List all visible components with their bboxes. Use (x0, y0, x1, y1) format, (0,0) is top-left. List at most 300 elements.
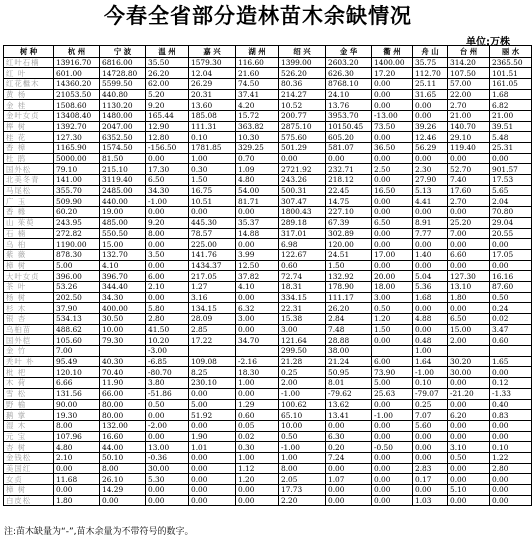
species-cell: 香 橼 (4, 207, 54, 218)
value-cell: 526.20 (279, 68, 326, 79)
value-cell: 13916.70 (54, 57, 100, 68)
value-cell: 550.50 (100, 228, 146, 239)
value-cell: 26.29 (189, 78, 236, 89)
value-cell: 121.64 (279, 335, 326, 346)
species-cell: 国外松 (4, 164, 54, 175)
value-cell: 6.98 (279, 239, 326, 250)
value-cell: 26.20 (326, 303, 372, 314)
value-cell: -3.00 (146, 346, 189, 357)
value-cell: 0.02 (236, 431, 279, 442)
table-row (4, 463, 532, 474)
value-cell: 127.30 (54, 132, 100, 143)
value-cell: 5.00 (189, 399, 236, 410)
value-cell: 1.01 (189, 442, 236, 453)
value-cell: 87.60 (490, 281, 532, 292)
value-cell: 35.75 (413, 57, 448, 68)
value-cell: 6352.50 (100, 132, 146, 143)
value-cell: 878.30 (54, 249, 100, 260)
table-row (4, 110, 532, 121)
value-cell: 272.82 (54, 228, 100, 239)
value-cell: 230.10 (189, 378, 236, 389)
value-cell: 7.00 (54, 346, 100, 357)
value-cell: 0.20 (326, 442, 372, 453)
value-cell: 50.95 (326, 367, 372, 378)
value-cell: 485.00 (100, 217, 146, 228)
species-cell: 美国红 (4, 463, 54, 474)
value-cell: 2.84 (326, 314, 372, 325)
value-cell: 16.75 (189, 185, 236, 196)
value-cell: 317.01 (279, 228, 326, 239)
table-row (4, 68, 532, 79)
value-cell: 302.89 (326, 228, 372, 239)
value-cell: 60.20 (54, 207, 100, 218)
value-cell: 289.18 (279, 217, 326, 228)
value-cell: 0.25 (279, 367, 326, 378)
value-cell: 122.67 (279, 249, 326, 260)
value-cell: 509.90 (54, 196, 100, 207)
value-cell: 10.30 (236, 132, 279, 143)
column-header: 绍 兴 (279, 46, 326, 58)
value-cell: -51.86 (146, 388, 189, 399)
table-row (4, 57, 532, 68)
value-cell: 20.00 (372, 271, 413, 282)
value-cell: 396.70 (100, 271, 146, 282)
value-cell: 215.10 (100, 164, 146, 175)
value-cell: 5.65 (490, 185, 532, 196)
species-cell: 杨 树 (4, 292, 54, 303)
value-cell: 52.70 (448, 164, 490, 175)
value-cell: 0.00 (413, 442, 448, 453)
value-cell: 1.00 (413, 346, 448, 357)
value-cell: 0.24 (490, 303, 532, 314)
table-row (4, 474, 532, 485)
value-cell: 15.38 (279, 314, 326, 325)
value-cell: 17.60 (448, 185, 490, 196)
value-cell: 1.00 (279, 452, 326, 463)
species-cell: 湿 木 (4, 420, 54, 431)
value-cell: 0.00 (448, 153, 490, 164)
value-cell: 73.50 (372, 121, 413, 132)
value-cell: 5.00 (54, 260, 100, 271)
value-cell: 16.16 (490, 271, 532, 282)
value-cell: 12.04 (189, 68, 236, 79)
table-row (4, 249, 532, 260)
species-cell: 白皮松 (4, 495, 54, 506)
value-cell: 334.15 (279, 292, 326, 303)
value-cell: 0.00 (146, 239, 189, 250)
value-cell: 5.10 (448, 485, 490, 496)
value-cell: 0.00 (146, 207, 189, 218)
value-cell: 0.00 (490, 260, 532, 271)
value-cell: 107.50 (448, 68, 490, 79)
value-cell: 44.00 (100, 442, 146, 453)
value-cell: 17.30 (146, 164, 189, 175)
value-cell: 4.20 (236, 100, 279, 111)
value-cell: 4.10 (236, 281, 279, 292)
species-cell: 香 樟 (4, 143, 54, 154)
value-cell: 161.05 (490, 78, 532, 89)
value-cell: 1.65 (490, 356, 532, 367)
value-cell: 0.00 (372, 207, 413, 218)
value-cell: 0.00 (189, 474, 236, 485)
value-cell: -1.00 (279, 442, 326, 453)
value-cell: 329.25 (236, 143, 279, 154)
value-cell: 1.00 (236, 378, 279, 389)
value-cell: 15.00 (448, 324, 490, 335)
value-cell: 0.00 (236, 495, 279, 506)
value-cell: 0.00 (413, 110, 448, 121)
value-cell: 1.50 (326, 260, 372, 271)
value-cell: 299.50 (279, 346, 326, 357)
value-cell: 0.00 (189, 452, 236, 463)
species-cell: 红叶石楠 (4, 57, 54, 68)
value-cell: 35.37 (236, 217, 279, 228)
value-cell: -79.62 (326, 388, 372, 399)
value-cell: 1508.60 (54, 100, 100, 111)
value-cell: 0.00 (448, 303, 490, 314)
value-cell: 0.60 (279, 260, 326, 271)
value-cell: 1.40 (413, 249, 448, 260)
value-cell: 19.30 (54, 410, 100, 421)
value-cell: 116.60 (236, 57, 279, 68)
table-row (4, 346, 532, 357)
value-cell: 7.77 (413, 228, 448, 239)
column-header: 湖 州 (236, 46, 279, 58)
value-cell: 3.00 (236, 314, 279, 325)
value-cell: 0.00 (372, 463, 413, 474)
value-cell: 0.00 (448, 431, 490, 442)
value-cell: 5.00 (372, 378, 413, 389)
value-cell: 8768.10 (326, 78, 372, 89)
value-cell: 74.50 (236, 78, 279, 89)
table-row (4, 260, 532, 271)
value-cell: 0.00 (146, 431, 189, 442)
species-cell: 山 茱萸 (4, 217, 54, 228)
value-cell: 17.22 (189, 335, 236, 346)
column-header: 台 州 (448, 46, 490, 58)
value-cell: 10150.45 (326, 121, 372, 132)
value-cell: 79.30 (100, 335, 146, 346)
value-cell: 0.00 (372, 196, 413, 207)
value-cell: 12.46 (413, 132, 448, 143)
species-cell: 银 杏 (4, 314, 54, 325)
value-cell: 14728.80 (100, 68, 146, 79)
value-cell: -21.20 (448, 388, 490, 399)
value-cell: 132.92 (326, 271, 372, 282)
species-cell: 乌 桕 (4, 239, 54, 250)
value-cell: 1.64 (413, 356, 448, 367)
value-cell: 0.00 (189, 420, 236, 431)
species-cell: 野 榆 (4, 399, 54, 410)
value-cell: 21.60 (236, 68, 279, 79)
value-cell: 21.00 (490, 110, 532, 121)
value-cell: -0.50 (372, 442, 413, 453)
value-cell: 0.50 (146, 399, 189, 410)
value-cell: 2.80 (490, 463, 532, 474)
species-cell: 石 楠 (4, 228, 54, 239)
value-cell: 0.40 (490, 399, 532, 410)
value-cell: 0.00 (189, 388, 236, 399)
value-cell: 81.50 (100, 153, 146, 164)
value-cell: 27.90 (413, 175, 448, 186)
value-cell: 50.10 (100, 452, 146, 463)
value-cell: 4.80 (54, 442, 100, 453)
value-cell: 0.00 (146, 495, 189, 506)
value-cell: 18.31 (279, 281, 326, 292)
value-cell: 13.60 (189, 100, 236, 111)
value-cell: 227.10 (326, 207, 372, 218)
species-cell: 秃叶 朴 (4, 356, 54, 367)
value-cell: 13.62 (326, 399, 372, 410)
value-cell: 0.83 (490, 410, 532, 421)
value-cell: 39.51 (490, 121, 532, 132)
value-cell: 62.00 (146, 78, 189, 89)
table-row (4, 217, 532, 228)
value-cell: 3.99 (236, 249, 279, 260)
value-cell: -6.85 (146, 356, 189, 367)
value-cell: 1.00 (236, 452, 279, 463)
value-cell: 0.00 (236, 485, 279, 496)
value-cell: 0.00 (189, 463, 236, 474)
value-cell: 5000.00 (54, 153, 100, 164)
value-cell: 18.30 (236, 367, 279, 378)
value-cell: 18.00 (372, 281, 413, 292)
value-cell: 72.74 (279, 271, 326, 282)
value-cell: 5.20 (146, 89, 189, 100)
value-cell: 0.00 (372, 260, 413, 271)
value-cell: 6.00 (372, 356, 413, 367)
table-row (4, 452, 532, 463)
value-cell: 0.00 (189, 207, 236, 218)
value-cell: 344.40 (100, 281, 146, 292)
value-cell: 214.27 (279, 89, 326, 100)
value-cell: 37.41 (236, 89, 279, 100)
value-cell: 16.60 (100, 431, 146, 442)
value-cell: 0.00 (326, 463, 372, 474)
value-cell: 1.90 (189, 431, 236, 442)
value-cell: 111.17 (326, 292, 372, 303)
value-cell: -79.07 (413, 388, 448, 399)
page-title: 今春全省部分造林苗木余缺情况 (104, 4, 412, 28)
column-header: 衢 州 (372, 46, 413, 58)
value-cell: 0.00 (372, 239, 413, 250)
value-cell: 19.00 (100, 207, 146, 218)
table-row (4, 399, 532, 410)
column-header: 温 州 (146, 46, 189, 58)
value-cell: 22.00 (448, 89, 490, 100)
value-cell: 0.00 (54, 463, 100, 474)
value-cell: 5599.50 (100, 78, 146, 89)
value-cell: 16.50 (372, 185, 413, 196)
value-cell: 11.90 (100, 378, 146, 389)
value-cell: 0.00 (146, 153, 189, 164)
value-cell: 5.36 (413, 281, 448, 292)
value-cell: 34.30 (100, 292, 146, 303)
value-cell: 37.82 (236, 271, 279, 282)
value-cell: 0.50 (372, 303, 413, 314)
value-cell: 0.00 (448, 399, 490, 410)
value-cell: 440.80 (100, 89, 146, 100)
table-row (4, 420, 532, 431)
value-cell: 0.00 (413, 324, 448, 335)
species-cell: 金 竹 (4, 346, 54, 357)
value-cell: -2.00 (146, 420, 189, 431)
value-cell: 6.82 (490, 100, 532, 111)
value-cell: 1165.90 (54, 143, 100, 154)
table-row (4, 314, 532, 325)
value-cell: 10.51 (189, 196, 236, 207)
value-cell: 0.00 (236, 292, 279, 303)
species-cell: 紫 薇 (4, 249, 54, 260)
value-cell: 1392.70 (54, 121, 100, 132)
value-cell: 9.20 (146, 217, 189, 228)
value-cell: 0.10 (189, 132, 236, 143)
value-cell: 0.00 (490, 485, 532, 496)
value-cell: 17.05 (490, 249, 532, 260)
value-cell: 0.00 (146, 410, 189, 421)
value-cell: 1190.00 (54, 239, 100, 250)
value-cell: 396.00 (54, 271, 100, 282)
value-cell: 2365.50 (490, 57, 532, 68)
column-header: 树 种 (4, 46, 54, 58)
value-cell: 1399.00 (279, 57, 326, 68)
value-cell: 0.00 (236, 207, 279, 218)
value-cell: 363.82 (236, 121, 279, 132)
value-cell: 1400.00 (372, 57, 413, 68)
value-cell: 54.00 (236, 185, 279, 196)
value-cell: -0.36 (146, 452, 189, 463)
value-cell: 5.04 (413, 271, 448, 282)
value-cell: 131.56 (54, 388, 100, 399)
table-row (4, 442, 532, 453)
table-row (4, 356, 532, 367)
value-cell: 0.00 (372, 89, 413, 100)
species-cell: 榉 树 (4, 121, 54, 132)
value-cell: 80.00 (100, 399, 146, 410)
value-cell: 0.00 (100, 495, 146, 506)
value-cell: 26.10 (100, 474, 146, 485)
value-cell: 31.65 (413, 89, 448, 100)
value-cell: 218.12 (326, 175, 372, 186)
value-cell: 1.03 (413, 495, 448, 506)
table-row (4, 185, 532, 196)
value-cell: 8.91 (413, 217, 448, 228)
value-cell: 0.00 (279, 153, 326, 164)
value-cell: -2.16 (236, 356, 279, 367)
table-row (4, 207, 532, 218)
column-header: 嘉 兴 (189, 46, 236, 58)
value-cell: 0.00 (146, 485, 189, 496)
value-cell: 0.00 (448, 378, 490, 389)
value-cell: -80.70 (146, 367, 189, 378)
value-cell: 6816.00 (100, 57, 146, 68)
value-cell: 21.24 (326, 356, 372, 367)
value-cell: 0.00 (372, 431, 413, 442)
table-row (4, 410, 532, 421)
value-cell: 5.13 (413, 185, 448, 196)
value-cell: 3.50 (146, 249, 189, 260)
value-cell: 0.00 (372, 420, 413, 431)
table-row (4, 153, 532, 164)
value-cell: 140.70 (448, 121, 490, 132)
value-cell: 0.50 (448, 452, 490, 463)
value-cell: 101.51 (490, 68, 532, 79)
species-cell: 北美冬青 (4, 175, 54, 186)
value-cell: 0.00 (413, 485, 448, 496)
value-cell: 67.39 (326, 217, 372, 228)
value-cell: 28.88 (326, 335, 372, 346)
species-cell: 黄 杨 (4, 89, 54, 100)
value-cell: 0.00 (448, 239, 490, 250)
value-cell: 0.00 (490, 367, 532, 378)
value-cell: 2.04 (490, 196, 532, 207)
value-cell: 0.00 (146, 260, 189, 271)
value-cell: 0.17 (413, 474, 448, 485)
value-cell: 200.77 (279, 110, 326, 121)
species-cell: 桂 花 (4, 132, 54, 143)
value-cell: 0.00 (372, 153, 413, 164)
value-cell: 488.62 (54, 324, 100, 335)
value-cell: 1579.30 (189, 57, 236, 68)
species-cell: 红花檵木 (4, 78, 54, 89)
value-cell: 80.00 (100, 410, 146, 421)
value-cell: 15.00 (100, 239, 146, 250)
value-cell: 0.00 (490, 420, 532, 431)
value-cell: 0.50 (490, 292, 532, 303)
value-cell: 7.00 (448, 228, 490, 239)
value-cell: 601.00 (54, 68, 100, 79)
value-cell: 8.01 (326, 378, 372, 389)
value-cell: 400.00 (100, 303, 146, 314)
table-row (4, 335, 532, 346)
table-row (4, 89, 532, 100)
value-cell: 7.48 (326, 324, 372, 335)
value-cell: 0.00 (372, 228, 413, 239)
value-cell: 0.10 (413, 378, 448, 389)
value-cell: 6.20 (448, 410, 490, 421)
species-cell: 广 玉 (4, 196, 54, 207)
value-cell: 10.52 (279, 100, 326, 111)
value-cell: 1781.85 (189, 143, 236, 154)
value-cell: 100.62 (279, 399, 326, 410)
value-cell: 22.45 (326, 185, 372, 196)
value-cell: 1800.43 (279, 207, 326, 218)
value-cell: 4.10 (100, 260, 146, 271)
value-cell: 1.22 (490, 452, 532, 463)
value-cell: -13.00 (372, 110, 413, 121)
value-cell: 36.50 (372, 143, 413, 154)
value-cell: 22.31 (279, 303, 326, 314)
value-cell (448, 346, 490, 357)
value-cell: 9.20 (146, 100, 189, 111)
table-row (4, 100, 532, 111)
value-cell: 7.40 (448, 175, 490, 186)
value-cell: 0.70 (236, 153, 279, 164)
value-cell: -1.00 (279, 388, 326, 399)
value-cell: 2047.00 (100, 121, 146, 132)
value-cell: -1.00 (146, 196, 189, 207)
value-cell: 2603.20 (326, 57, 372, 68)
value-cell: 1.12 (236, 463, 279, 474)
value-cell: 5.80 (146, 303, 189, 314)
value-cell: 0.60 (490, 335, 532, 346)
value-cell: 21053.50 (54, 89, 100, 100)
value-cell: 2.50 (372, 164, 413, 175)
value-cell: 112.70 (413, 68, 448, 79)
value-cell: 13.76 (326, 100, 372, 111)
value-cell: 2.10 (146, 281, 189, 292)
value-cell: 4.88 (413, 314, 448, 325)
